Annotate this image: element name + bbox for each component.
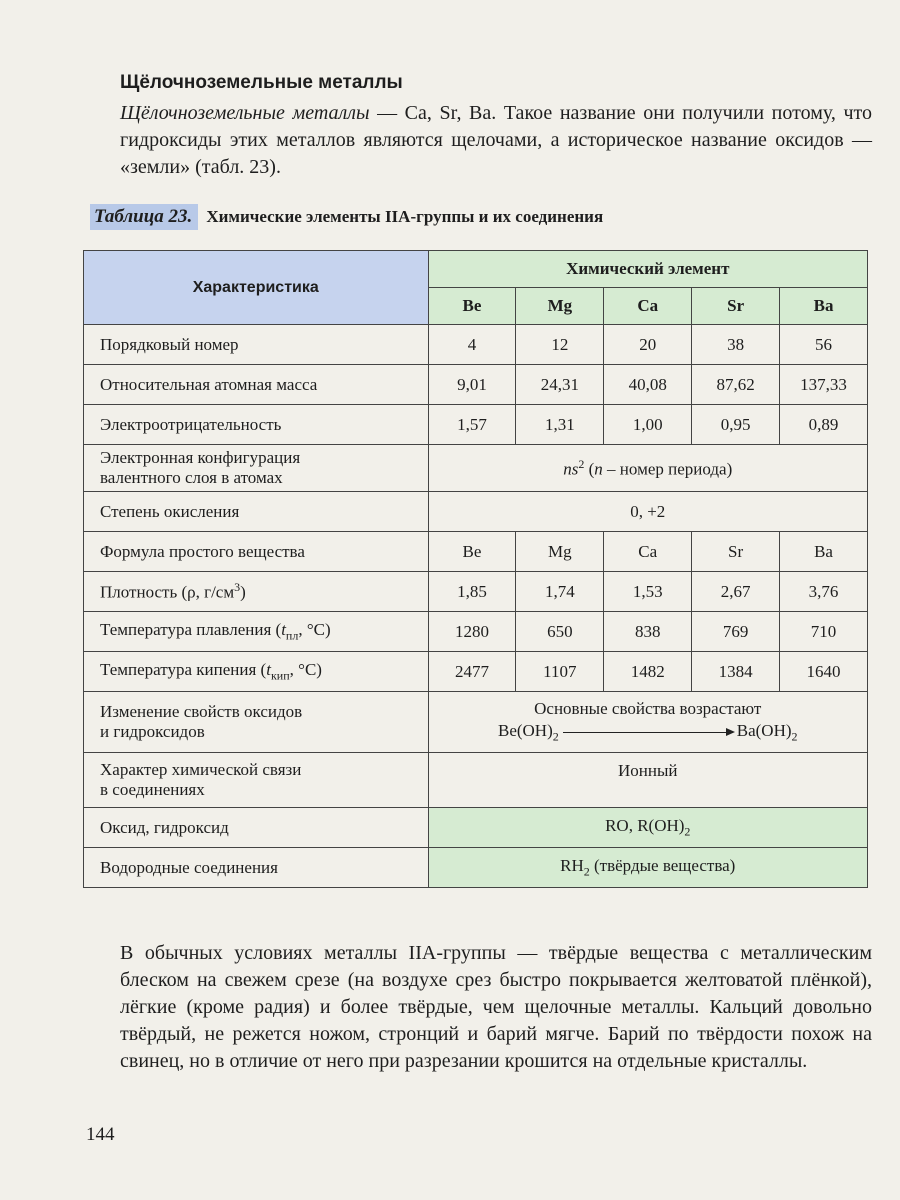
table-row — [84, 808, 868, 848]
table-row — [84, 652, 868, 692]
table-row — [84, 572, 868, 612]
table-cell: 1,00 — [604, 405, 692, 445]
row-label-part: Плотность (ρ, г/см — [100, 582, 235, 602]
elements-table — [83, 250, 868, 888]
symbol-header: Be — [428, 288, 516, 325]
row-label-part: Температура кипения ( — [100, 659, 267, 679]
row-label — [84, 692, 429, 753]
table-cell: 1107 — [516, 652, 604, 692]
table-cell: 4 — [428, 325, 516, 365]
props-right-sub: 2 — [791, 729, 798, 744]
body-paragraph: В обычных условиях металлы IIA-группы — твёрдые вещества с металлическим блеском на свежем срезе (на воздухе срез быстро покрывается желтоватой плёнкой), лёгкие (кроме радия) и более твёрдые, чем щелочные металлы. Кальций довольно твёрдый, не режется ножом, стронций и барий мягче. Барий по твёрдости похож на свинец, но в отличие от него при разрезании крошится на отдельные кристаллы. — [120, 942, 872, 1072]
row-label: Формула простого вещества — [84, 532, 429, 572]
props-right — [737, 721, 798, 744]
symbol-header: Ca — [604, 288, 692, 325]
row-label-t: t — [266, 659, 271, 679]
config-ns: ns — [563, 459, 579, 479]
table-cell: Be — [428, 532, 516, 572]
row-label-line: Изменение свойств оксидов — [100, 702, 303, 721]
table-cell: 87,62 — [692, 365, 780, 405]
props-right-formula: Ba(OH) — [736, 721, 792, 741]
hydrogen-text: (твёрдые вещества) — [589, 855, 736, 875]
oxide-sub: 2 — [684, 824, 691, 839]
table-cell: 1384 — [692, 652, 780, 692]
table-cell: 20 — [604, 325, 692, 365]
element-header: Химический элемент — [428, 251, 868, 288]
symbol-header: Sr — [692, 288, 780, 325]
props-arrow-line — [437, 721, 860, 744]
table-row — [84, 692, 868, 753]
props-left — [498, 721, 559, 744]
hydrogen-cell — [428, 848, 868, 888]
config-text: ( — [584, 459, 595, 479]
row-label: Относительная атомная масса — [84, 365, 429, 405]
row-label: Степень окисления — [84, 492, 429, 532]
symbol-header: Mg — [516, 288, 604, 325]
row-label — [84, 753, 429, 808]
intro-term: Щёлочноземельные металлы — [120, 102, 370, 124]
table-cell: 1,31 — [516, 405, 604, 445]
row-label-part: , °C) — [289, 659, 322, 679]
row-label-line: валентного слоя в атомах — [100, 468, 283, 487]
row-label-line: в соединениях — [100, 780, 205, 799]
table-cell: Ионный — [428, 753, 868, 808]
table-cell: 650 — [516, 612, 604, 652]
row-label-sub: пл — [285, 628, 299, 643]
oxide-cell — [428, 808, 868, 848]
table-cell: 56 — [780, 325, 868, 365]
table-row — [84, 325, 868, 365]
table-cell: 137,33 — [780, 365, 868, 405]
props-left-sub: 2 — [552, 729, 559, 744]
table-row — [84, 753, 868, 808]
table-cell: 0, +2 — [428, 492, 868, 532]
row-label-part: ) — [240, 582, 246, 602]
table-row — [84, 365, 868, 405]
row-label — [84, 445, 429, 492]
config-cell — [428, 445, 868, 492]
table-cell: 769 — [692, 612, 780, 652]
hydrogen-sub: 2 — [583, 864, 590, 879]
row-label-line: Электронная конфигурация — [100, 448, 301, 467]
props-cell — [428, 692, 868, 753]
row-label — [84, 612, 429, 652]
config-n: n — [594, 459, 603, 479]
table-cell: Ba — [780, 532, 868, 572]
row-label: Электроотрицательность — [84, 405, 429, 445]
table-cell: 1,74 — [516, 572, 604, 612]
characteristic-header: Характеристика — [84, 251, 429, 325]
row-label-t: t — [281, 619, 286, 639]
table-cell: 3,76 — [780, 572, 868, 612]
props-left-formula: Be(OH) — [497, 721, 553, 741]
table-cell: 0,89 — [780, 405, 868, 445]
props-text: Основные свойства возрастают — [534, 699, 762, 719]
hydrogen-formula: RH — [560, 855, 584, 875]
table-cell: 710 — [780, 612, 868, 652]
intro-text: — Ca, Sr, Ba. Такое название они получили потому, что гидроксиды этих металлов являются щелочами, а историческое название оксидов — «земли» (табл. 23). — [120, 102, 872, 178]
table-cell: 40,08 — [604, 365, 692, 405]
table-cell: 2,67 — [692, 572, 780, 612]
arrow-right-icon — [563, 732, 733, 733]
table-cell: 1482 — [604, 652, 692, 692]
table-cell: 1280 — [428, 612, 516, 652]
table-row — [84, 492, 868, 532]
table-cell: Sr — [692, 532, 780, 572]
row-label-sup: 3 — [234, 580, 241, 595]
table-cell: Mg — [516, 532, 604, 572]
row-label-line: и гидроксидов — [100, 722, 205, 741]
page-number: 144 — [86, 1124, 115, 1145]
row-label-sub: кип — [270, 668, 290, 683]
table-cell: 1,53 — [604, 572, 692, 612]
table-header-row — [84, 251, 868, 288]
row-label — [84, 572, 429, 612]
row-label: Порядковый номер — [84, 325, 429, 365]
oxide-formula: RO, R(OH) — [605, 815, 685, 835]
intro-paragraph — [120, 100, 872, 181]
table-cell: 1,85 — [428, 572, 516, 612]
table-cell: 1,57 — [428, 405, 516, 445]
table-caption-title: Химические элементы IIA-группы и их соединения — [206, 207, 604, 226]
table-caption-tag: Таблица 23. — [90, 204, 198, 230]
table-cell: 12 — [516, 325, 604, 365]
row-label — [84, 652, 429, 692]
section-heading: Щёлочноземельные металлы — [120, 72, 403, 93]
table-cell: 38 — [692, 325, 780, 365]
table-row — [84, 848, 868, 888]
table-cell: 838 — [604, 612, 692, 652]
table-cell: 1640 — [780, 652, 868, 692]
table-row — [84, 445, 868, 492]
table-row — [84, 532, 868, 572]
config-sup: 2 — [578, 456, 585, 471]
config-text: – номер периода) — [602, 459, 733, 479]
table-row — [84, 405, 868, 445]
row-label: Оксид, гидроксид — [84, 808, 429, 848]
table-cell: Ca — [604, 532, 692, 572]
row-label: Водородные соединения — [84, 848, 429, 888]
table-cell: 0,95 — [692, 405, 780, 445]
symbol-header: Ba — [780, 288, 868, 325]
row-label-part: , °C) — [298, 619, 331, 639]
row-label-part: Температура плавления ( — [100, 619, 282, 639]
table-caption — [90, 204, 603, 230]
table-cell: 9,01 — [428, 365, 516, 405]
table-cell: 2477 — [428, 652, 516, 692]
row-label-line: Характер химической связи — [100, 760, 302, 779]
table-row — [84, 612, 868, 652]
table-cell: 24,31 — [516, 365, 604, 405]
